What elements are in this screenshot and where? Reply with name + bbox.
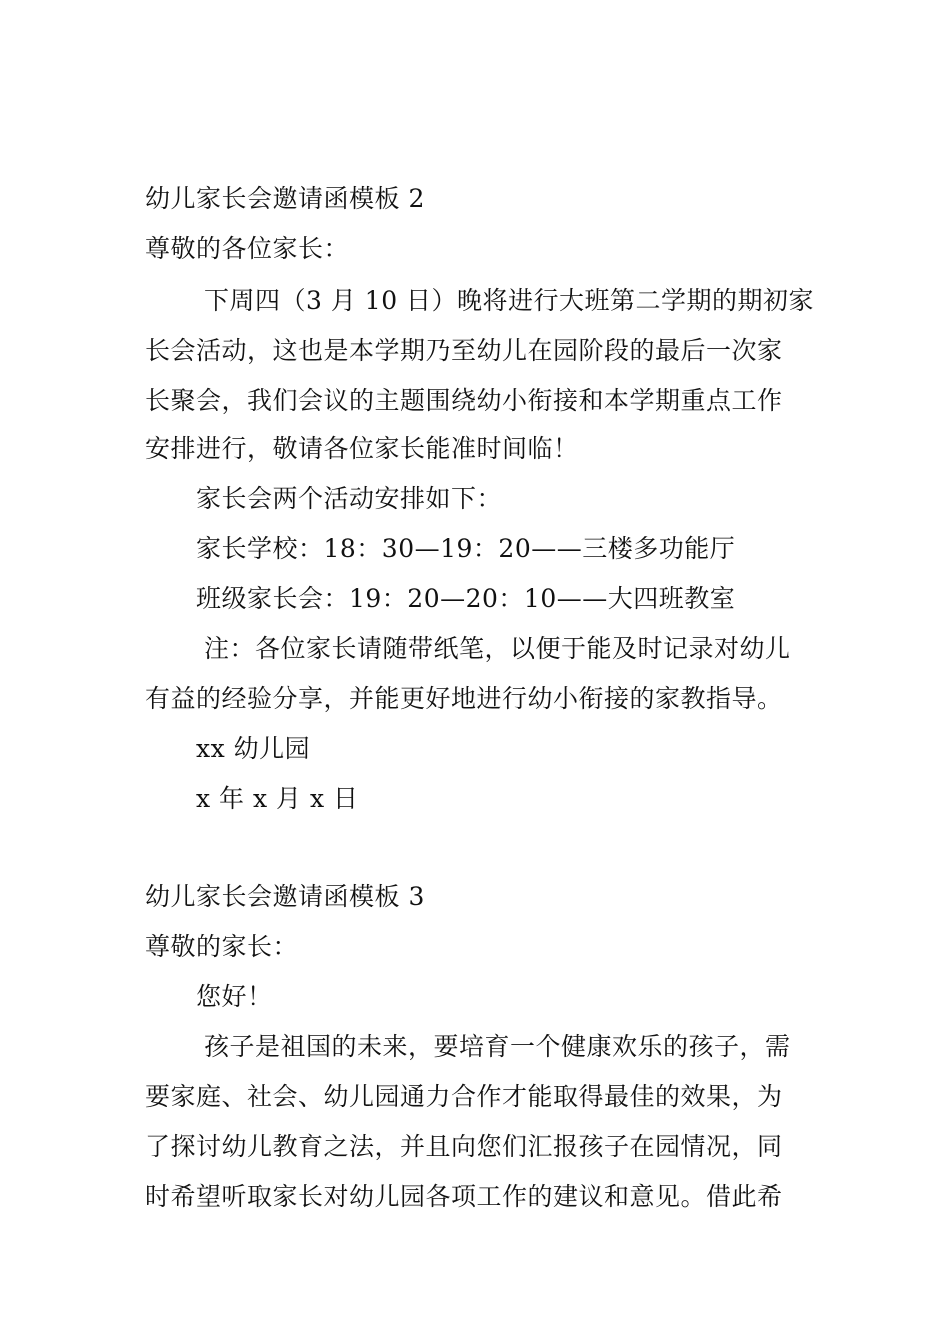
note-line: 有益的经验分享，并能更好地进行幼小衔接的家教指导。 [145,684,783,713]
body-line: 孩子是祖国的未来，要培育一个健康欢乐的孩子，需 [204,1032,791,1061]
greeting: 您好！ [196,982,273,1011]
body-line: 要家庭、社会、幼儿园通力合作才能取得最佳的效果，为 [145,1082,783,1111]
body-line: 下周四（3 月 10 日）晚将进行大班第二学期的期初家 [204,286,815,315]
section-title: 幼儿家长会邀请函模板 3 [145,882,425,911]
salutation: 尊敬的家长： [145,932,299,961]
schedule-item: 家长学校：18：30—19：20——三楼多功能厅 [196,534,736,563]
salutation: 尊敬的各位家长： [145,234,350,263]
signature: xx 幼儿园 [196,734,311,763]
body-line: 了探讨幼儿教育之法，并且向您们汇报孩子在园情况，同 [145,1132,783,1161]
body-line: 时希望听取家长对幼儿园各项工作的建议和意见。借此希 [145,1182,783,1211]
date: x 年 x 月 x 日 [196,784,359,813]
body-line: 长聚会，我们会议的主题围绕幼小衔接和本学期重点工作 [145,386,783,415]
section-title: 幼儿家长会邀请函模板 2 [145,184,425,213]
schedule-item: 班级家长会：19：20—20：10——大四班教室 [196,584,736,613]
note-line: 注：各位家长请随带纸笔，以便于能及时记录对幼儿 [204,634,791,663]
body-line: 长会活动，这也是本学期乃至幼儿在园阶段的最后一次家 [145,336,783,365]
body-line: 安排进行，敬请各位家长能准时间临！ [145,434,579,463]
schedule-intro: 家长会两个活动安排如下： [196,484,503,513]
